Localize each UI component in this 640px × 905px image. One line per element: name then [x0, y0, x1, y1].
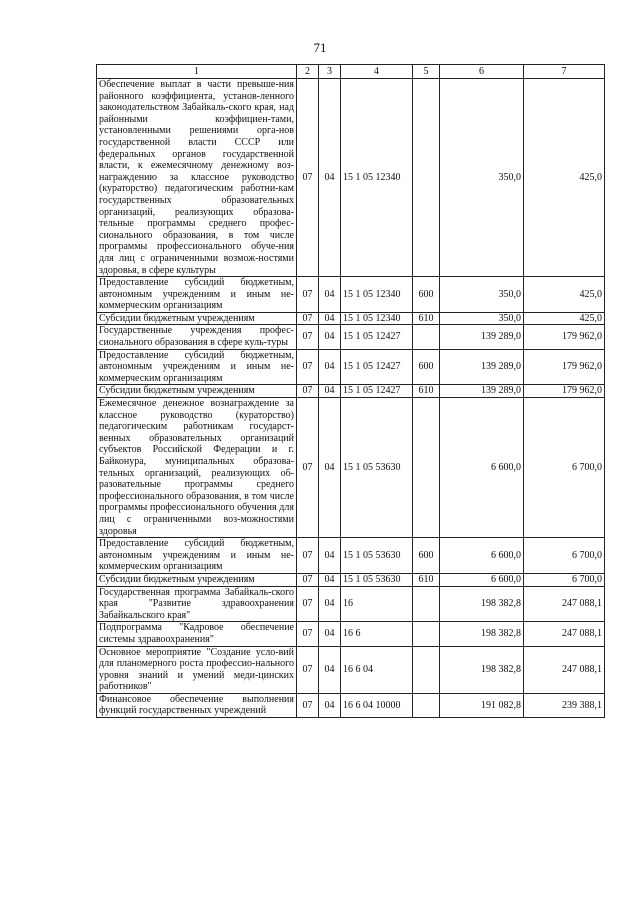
- row-section: 07: [297, 79, 319, 277]
- row-amount-year1: 198 382,8: [440, 622, 524, 646]
- row-target-code: 15 1 05 53630: [341, 573, 413, 586]
- row-amount-year2: 425,0: [524, 312, 605, 325]
- row-amount-year1: 191 082,8: [440, 693, 524, 717]
- column-header: 7: [524, 65, 605, 79]
- row-section: 07: [297, 349, 319, 385]
- row-subsection: 04: [319, 538, 341, 574]
- row-expense-type: 610: [413, 573, 440, 586]
- row-expense-type: [413, 325, 440, 349]
- row-section: 07: [297, 325, 319, 349]
- row-amount-year1: 139 289,0: [440, 325, 524, 349]
- table-row: [97, 622, 605, 646]
- row-expense-type: [413, 586, 440, 622]
- row-amount-year2: 6 700,0: [524, 398, 605, 538]
- budget-table: [96, 64, 605, 718]
- row-amount-year2: 247 088,1: [524, 646, 605, 693]
- column-header: 1: [97, 65, 297, 79]
- row-target-code: 15 1 05 53630: [341, 398, 413, 538]
- table-row: [97, 385, 605, 398]
- row-section: 07: [297, 277, 319, 313]
- row-section: 07: [297, 312, 319, 325]
- row-section: 07: [297, 622, 319, 646]
- row-target-code: 15 1 05 12340: [341, 277, 413, 313]
- row-name: Государственная программа Забайкаль-ского края "Развитие здравоохранения Забайкальского края": [97, 586, 297, 622]
- table-row: [97, 325, 605, 349]
- table-row: [97, 398, 605, 538]
- row-name: Субсидии бюджетным учреждениям: [97, 573, 297, 586]
- row-name: Субсидии бюджетным учреждениям: [97, 385, 297, 398]
- row-expense-type: 600: [413, 277, 440, 313]
- row-subsection: 04: [319, 646, 341, 693]
- row-target-code: 15 1 05 12340: [341, 312, 413, 325]
- row-name: Предоставление субсидий бюджетным, автономным учреждениям и иным не-коммерческим организациям: [97, 538, 297, 574]
- row-expense-type: 610: [413, 312, 440, 325]
- row-amount-year1: 139 289,0: [440, 385, 524, 398]
- header-row: [97, 65, 605, 79]
- column-header: 3: [319, 65, 341, 79]
- row-expense-type: [413, 79, 440, 277]
- row-amount-year2: 6 700,0: [524, 573, 605, 586]
- row-section: 07: [297, 385, 319, 398]
- row-subsection: 04: [319, 349, 341, 385]
- row-amount-year1: 350,0: [440, 312, 524, 325]
- row-subsection: 04: [319, 79, 341, 277]
- row-target-code: 15 1 05 12340: [341, 79, 413, 277]
- row-name: Государственные учреждения профес-сионального образования в сфере куль-туры: [97, 325, 297, 349]
- row-amount-year2: 239 388,1: [524, 693, 605, 717]
- row-subsection: 04: [319, 385, 341, 398]
- table-row: [97, 646, 605, 693]
- table-row: [97, 79, 605, 277]
- row-expense-type: 600: [413, 538, 440, 574]
- row-amount-year2: 247 088,1: [524, 586, 605, 622]
- row-name: Основное мероприятие "Создание усло-вий для планомерного роста профессио-нального уровня знаний и умений меди-цинских работников": [97, 646, 297, 693]
- column-header: 5: [413, 65, 440, 79]
- row-amount-year1: 6 600,0: [440, 573, 524, 586]
- table-row: [97, 573, 605, 586]
- row-subsection: 04: [319, 277, 341, 313]
- table-row: [97, 277, 605, 313]
- row-section: 07: [297, 693, 319, 717]
- row-expense-type: 610: [413, 385, 440, 398]
- row-amount-year2: 247 088,1: [524, 622, 605, 646]
- table-row: [97, 312, 605, 325]
- column-header: 2: [297, 65, 319, 79]
- row-name: Обеспечение выплат в части превыше-ния районного коэффициента, установ-ленного законодательством Забайкаль-ского края, над районными коэффициен-тами, установленными решениями орга-нов государственной власти СССР или федеральных органов государственной власти, к ежемесячному денежному воз-награждению за классное руководство (кураторство) педагогическим работни-кам государственных образовательных организаций, реализующих образова-тельные программы среднего профес-сионального образования, в том числе программы профессионального обуче-ния для лиц с ограниченными возмож-ностями здоровья, в сфере культуры: [97, 79, 297, 277]
- table-row: [97, 693, 605, 717]
- row-subsection: 04: [319, 573, 341, 586]
- row-expense-type: [413, 693, 440, 717]
- row-target-code: 16 6 04 10000: [341, 693, 413, 717]
- row-amount-year1: 198 382,8: [440, 586, 524, 622]
- row-expense-type: [413, 398, 440, 538]
- row-amount-year2: 425,0: [524, 277, 605, 313]
- row-expense-type: [413, 646, 440, 693]
- row-expense-type: 600: [413, 349, 440, 385]
- row-subsection: 04: [319, 325, 341, 349]
- column-header: 4: [341, 65, 413, 79]
- row-name: Субсидии бюджетным учреждениям: [97, 312, 297, 325]
- row-section: 07: [297, 586, 319, 622]
- table-row: [97, 586, 605, 622]
- row-amount-year1: 6 600,0: [440, 398, 524, 538]
- row-subsection: 04: [319, 693, 341, 717]
- table-row: [97, 538, 605, 574]
- row-amount-year1: 139 289,0: [440, 349, 524, 385]
- row-amount-year2: 6 700,0: [524, 538, 605, 574]
- table-row: [97, 349, 605, 385]
- row-subsection: 04: [319, 312, 341, 325]
- row-name: Финансовое обеспечение выполнения функций государственных учреждений: [97, 693, 297, 717]
- row-target-code: 15 1 05 53630: [341, 538, 413, 574]
- row-section: 07: [297, 573, 319, 586]
- row-amount-year2: 179 962,0: [524, 349, 605, 385]
- row-target-code: 15 1 05 12427: [341, 385, 413, 398]
- row-name: Предоставление субсидий бюджетным, автономным учреждениям и иным не-коммерческим организациям: [97, 277, 297, 313]
- page-number: 71: [313, 40, 327, 55]
- row-target-code: 16: [341, 586, 413, 622]
- row-name: Предоставление субсидий бюджетным, автономным учреждениям и иным не-коммерческим организациям: [97, 349, 297, 385]
- row-section: 07: [297, 398, 319, 538]
- row-amount-year2: 179 962,0: [524, 385, 605, 398]
- row-target-code: 15 1 05 12427: [341, 349, 413, 385]
- row-subsection: 04: [319, 586, 341, 622]
- row-amount-year1: 198 382,8: [440, 646, 524, 693]
- row-subsection: 04: [319, 622, 341, 646]
- row-section: 07: [297, 538, 319, 574]
- row-amount-year1: 350,0: [440, 277, 524, 313]
- row-amount-year1: 350,0: [440, 79, 524, 277]
- row-subsection: 04: [319, 398, 341, 538]
- row-amount-year2: 425,0: [524, 79, 605, 277]
- row-section: 07: [297, 646, 319, 693]
- row-expense-type: [413, 622, 440, 646]
- row-amount-year1: 6 600,0: [440, 538, 524, 574]
- row-name: Ежемесячное денежное вознаграждение за классное руководство (кураторство) педагогическим работникам государст-венных образовательных организаций субъектов Российской Федерации и г. Байконура, муниципальных образова-тельных организаций, реализующих об-разовательные программы среднего профессионального образования, в том числе программы профессионального обучения для лиц с ограниченными воз-можностями здоровья: [97, 398, 297, 538]
- row-amount-year2: 179 962,0: [524, 325, 605, 349]
- row-name: Подпрограмма "Кадровое обеспечение системы здравоохранения": [97, 622, 297, 646]
- column-header: 6: [440, 65, 524, 79]
- row-target-code: 15 1 05 12427: [341, 325, 413, 349]
- row-target-code: 16 6: [341, 622, 413, 646]
- row-target-code: 16 6 04: [341, 646, 413, 693]
